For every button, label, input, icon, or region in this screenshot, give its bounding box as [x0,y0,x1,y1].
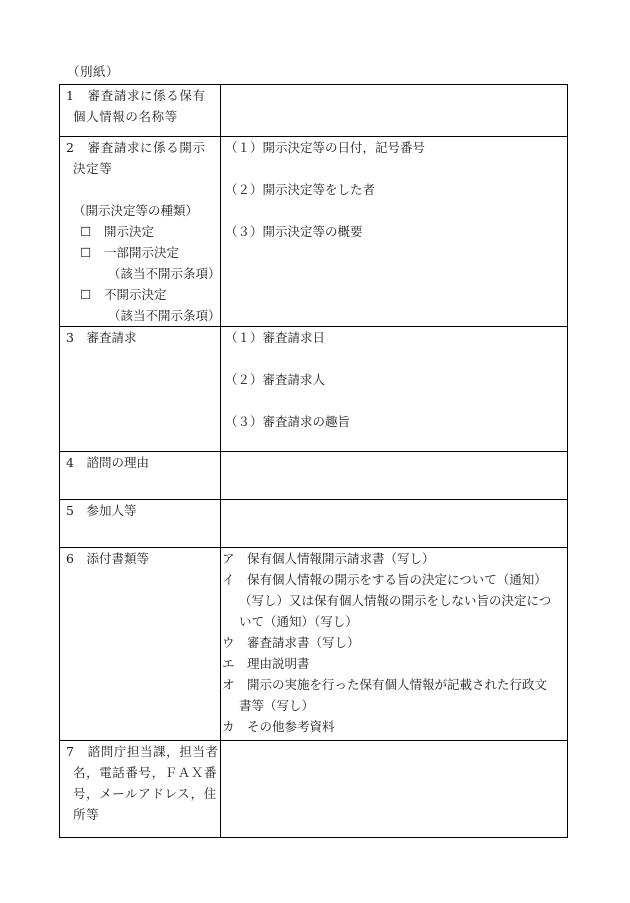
row4-label-cell [60,452,221,500]
row-review-request [60,327,568,452]
row6-label: 6 添付書類等 [66,551,149,566]
row7-label-cell [60,741,221,838]
form-table [59,84,568,838]
attachment-item-ka: カ その他参考資料 [222,719,335,734]
attachment-item-i-cont2: いて（通知）（写し） [239,614,358,629]
row3-item2: （２）審査請求人 [225,372,326,387]
row-contact [60,741,568,838]
row5-label: 5 参加人等 [66,503,137,518]
row2-label-line1: 2 審査請求に係る開示 [66,140,206,155]
attachment-item-u: ウ 審査請求書（写し） [222,635,360,650]
attachment-item-a: ア 保有個人情報開示請求書（写し） [222,551,435,566]
row-disclosure-decision [60,137,568,327]
option-partial-disclosure-label: 一部開示決定 [104,245,180,260]
row-info-name [60,85,568,137]
row1-label-cell [60,85,221,137]
row2-label-cell [60,137,221,327]
checkbox-icon[interactable]: ☐ [80,287,92,302]
row3-item3: （３）審査請求の趣旨 [225,414,351,429]
row1-content-cell [221,85,568,137]
option-nondisclosure [60,284,220,305]
row7-label-line4: 所等 [73,807,100,822]
row-attachments [60,548,568,741]
option-disclosure [60,221,220,242]
checkbox-icon[interactable]: ☐ [80,224,92,239]
row-inquiry-reason [60,452,568,500]
row2-content-cell [221,137,568,327]
row2-label-line2: 決定等 [73,161,113,176]
row4-content-cell [221,452,568,500]
row7-content-cell [221,741,568,838]
option-disclosure-label: 開示決定 [104,224,155,239]
option-partial-disclosure [60,242,220,263]
row7-label-line3: 号，メールアドレス，住 [73,786,217,801]
row4-label: 4 諮問の理由 [66,455,149,470]
attachment-item-e: エ 理由説明書 [222,656,310,671]
row3-label: 3 審査請求 [66,330,137,345]
attachment-item-o-cont: 書等（写し） [239,698,315,713]
row7-label-line2: 名，電話番号，ＦＡＸ番 [73,765,218,780]
row2-item1: （１）開示決定等の日付，記号番号 [225,140,426,155]
row3-item1: （１）審査請求日 [225,330,326,345]
checkbox-icon[interactable]: ☐ [80,245,92,260]
row7-label-line1: 7 諮問庁担当課，担当者 [66,744,219,759]
attachment-label: （別紙） [67,64,120,79]
row6-label-cell [60,548,221,741]
option-nondisclosure-note: （該当不開示条項） [108,308,221,323]
option-partial-note: （該当不開示条項） [108,266,221,281]
row2-item3: （３）開示決定等の概要 [225,224,363,239]
row2-item2: （２）開示決定等をした者 [225,182,376,197]
row5-content-cell [221,500,568,548]
row5-label-cell [60,500,221,548]
attachment-item-o: オ 開示の実施を行った保有個人情報が記載された行政文 [222,677,548,692]
row1-label-line1: 1 審査請求に係る保有 [66,88,206,103]
row3-label-cell [60,327,221,452]
option-nondisclosure-label: 不開示決定 [104,287,167,302]
attachment-item-i: イ 保有個人情報の開示をする旨の決定について（通知） [222,572,547,587]
row1-label-line2: 個人情報の名称等 [73,109,178,124]
attachment-item-i-cont1: （写し）又は保有個人情報の開示をしない旨の決定につ [239,593,552,608]
decision-type-heading: （開示決定等の種類） [73,203,199,218]
row6-content-cell [221,548,568,741]
row-participants [60,500,568,548]
row3-content-cell [221,327,568,452]
